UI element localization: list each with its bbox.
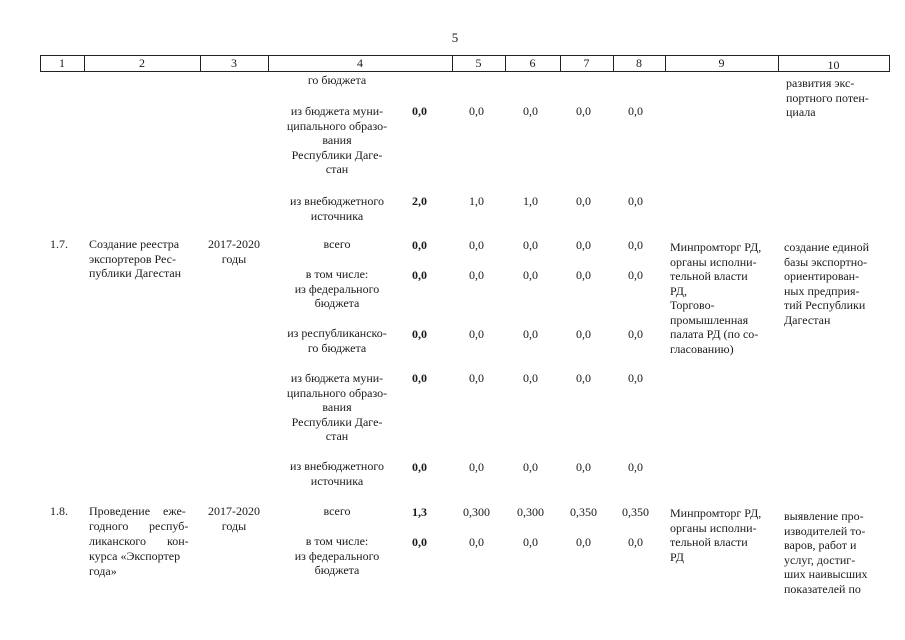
- amount-2019: 0,0: [576, 194, 591, 208]
- amount-2018: 0,0: [523, 238, 538, 252]
- amount-2019: 0,0: [576, 104, 591, 118]
- amount-2020: 0,0: [628, 238, 643, 252]
- item-name-word: кон-: [167, 534, 189, 548]
- item-result: создание единой базы экспортно- ориентирован- ных предприя- тий Республики Дагестан: [784, 240, 869, 327]
- amount-2019: 0,0: [576, 327, 591, 341]
- column-number: 9: [718, 56, 725, 70]
- item-name-word: курса «Экспортер: [89, 549, 181, 563]
- amount-2018: 0,0: [523, 104, 538, 118]
- amount-2020: 0,0: [628, 460, 643, 474]
- column-number: 7: [583, 56, 590, 70]
- amount-2020: 0,350: [622, 505, 649, 519]
- amount-2017: 0,0: [469, 268, 484, 282]
- amount-2020: 0,0: [628, 371, 643, 385]
- column-number: 5: [475, 56, 482, 70]
- amount-2018: 0,0: [523, 371, 538, 385]
- amount-2020: 0,0: [628, 327, 643, 341]
- amount-2017: 0,0: [469, 371, 484, 385]
- amount-2019: 0,0: [576, 371, 591, 385]
- amount-2017: 0,300: [463, 505, 490, 519]
- amount-2019: 0,0: [576, 460, 591, 474]
- column-number: 6: [529, 56, 536, 70]
- item-period: 2017-2020 годы: [208, 237, 260, 266]
- item-name-word: годного: [89, 519, 129, 533]
- amount-total: 1,3: [412, 505, 427, 519]
- amount-2018: 1,0: [523, 194, 538, 208]
- column-number: 4: [357, 56, 363, 70]
- amount-2019: 0,350: [570, 505, 597, 519]
- item-name-word: ликанского: [89, 534, 146, 548]
- item-name: Создание реестра экспортеров Рес- публики Дагестан: [89, 237, 182, 280]
- funding-source: из республиканско- го бюджета: [287, 326, 387, 355]
- amount-total: 0,0: [412, 371, 427, 385]
- column-number: 2: [139, 56, 145, 70]
- amount-total: 0,0: [412, 460, 427, 474]
- header-divider: [889, 55, 890, 71]
- funding-source: из внебюджетного источника: [290, 459, 384, 488]
- funding-source: в том числе: из федерального бюджета: [294, 267, 380, 310]
- item-result: выявление про- изводителей то- варов, работ и услуг, достиг- ших наивысших показателей по: [784, 509, 868, 596]
- amount-2018: 0,300: [517, 505, 544, 519]
- amount-2018: 0,0: [523, 535, 538, 549]
- amount-2019: 0,0: [576, 238, 591, 252]
- amount-2018: 0,0: [523, 460, 538, 474]
- amount-total: 0,0: [412, 104, 427, 118]
- amount-2020: 0,0: [628, 535, 643, 549]
- amount-2017: 0,0: [469, 104, 484, 118]
- amount-2020: 0,0: [628, 268, 643, 282]
- amount-total: 0,0: [412, 238, 427, 252]
- funding-source: всего: [323, 237, 351, 251]
- funding-source: из бюджета муни- ципального образо- вания Республики Даге- стан: [286, 371, 388, 443]
- funding-source: из внебюджетного источника: [290, 194, 384, 223]
- amount-total: 0,0: [412, 327, 427, 341]
- funding-source: всего: [323, 504, 351, 518]
- item-name-word: Проведение: [89, 504, 151, 518]
- item-name-word: респуб-: [149, 519, 189, 533]
- amount-2019: 0,0: [576, 535, 591, 549]
- amount-2019: 0,0: [576, 268, 591, 282]
- amount-2017: 0,0: [469, 460, 484, 474]
- item-name-word: еже-: [163, 504, 186, 518]
- column-number: 8: [636, 56, 642, 70]
- funding-source: из бюджета муни- ципального образо- вания Республики Даге- стан: [286, 104, 388, 176]
- header-bottom-rule: [40, 71, 890, 72]
- amount-total: 0,0: [412, 535, 427, 549]
- expected-result: развития экс- портного потен- циала: [786, 76, 869, 119]
- item-number: 1.7.: [50, 237, 68, 251]
- amount-2017: 1,0: [469, 194, 484, 208]
- funding-source: го бюджета: [307, 73, 367, 87]
- item-executors: Минпромторг РД, органы исполни- тельной власти РД: [670, 506, 762, 564]
- amount-total: 0,0: [412, 268, 427, 282]
- funding-source: в том числе: из федерального бюджета: [294, 534, 380, 577]
- amount-total: 2,0: [412, 194, 427, 208]
- item-name-word: года»: [89, 564, 117, 578]
- amount-2018: 0,0: [523, 268, 538, 282]
- item-number: 1.8.: [50, 504, 68, 518]
- amount-2017: 0,0: [469, 238, 484, 252]
- item-period: 2017-2020 годы: [208, 504, 260, 533]
- amount-2017: 0,0: [469, 535, 484, 549]
- column-number: 10: [827, 58, 840, 72]
- amount-2017: 0,0: [469, 327, 484, 341]
- column-number: 1: [59, 56, 65, 70]
- amount-2020: 0,0: [628, 104, 643, 118]
- amount-2018: 0,0: [523, 327, 538, 341]
- amount-2020: 0,0: [628, 194, 643, 208]
- page-number: 5: [451, 30, 459, 45]
- item-executors: Минпромторг РД, органы исполни- тельной власти РД, Торгово- промышленная палата РД (по со- гласованию): [670, 240, 762, 356]
- column-number: 3: [231, 56, 237, 70]
